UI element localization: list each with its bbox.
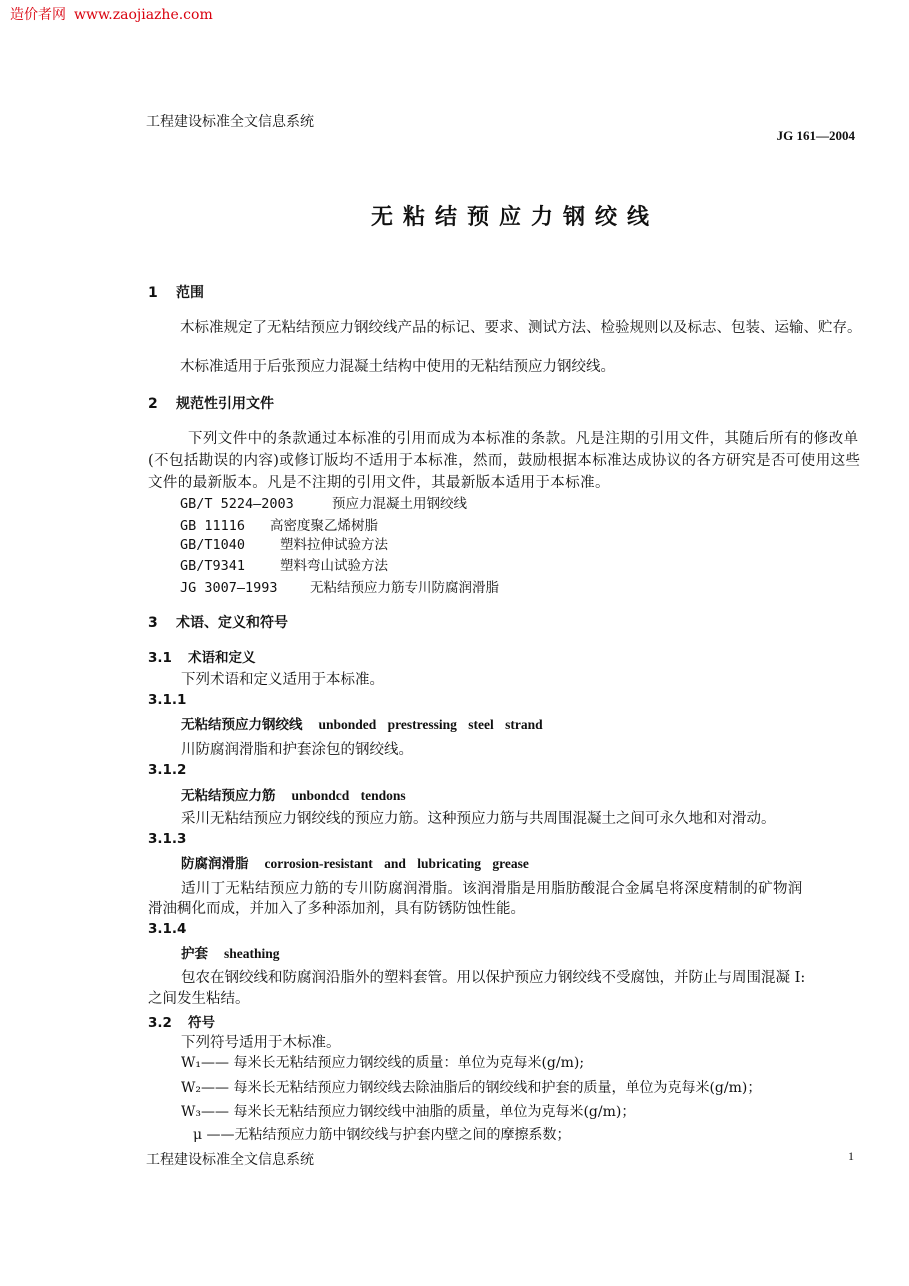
term-number: 3.1.3 (148, 831, 187, 847)
document-title: 无粘结预应力钢绞线 (370, 205, 659, 230)
symbol-definition: μ ——无粘结预应力筋中钢绞线与护套内壁之间的摩擦系数； (193, 1127, 571, 1143)
reference-name: 塑料弯山试验方法 (280, 558, 388, 574)
subsection-3-2-heading (148, 1011, 215, 1031)
section-1-paragraph-2 (148, 356, 870, 378)
footer-system-name: 工程建设标准全文信息系统 (146, 1152, 314, 1168)
section-title: 规范性引用文件 (176, 396, 274, 412)
reference-name: 高密度聚乙烯树脂 (270, 518, 378, 534)
reference-code: GB/T1040 (180, 537, 246, 553)
term-definition-continued: 滑油稠化而成，并加入了多种添加剂，具有防锈防蚀性能。 (148, 901, 525, 917)
watermark (10, 4, 221, 24)
subsection-title: 符号 (188, 1015, 215, 1031)
symbol-definition: W₂—— 每米长无粘结预应力钢绞线去除油脂后的钢绞线和护套的质量，单位为克每米(g/m)； (181, 1080, 762, 1096)
reference-item (180, 554, 388, 574)
term-chinese: 护套 (181, 946, 208, 962)
term-number: 3.1.2 (148, 762, 187, 778)
term-heading (181, 942, 280, 962)
section-number: 1 (148, 285, 158, 301)
section-1-paragraph-1 (148, 317, 870, 339)
term-english: sheathing (224, 946, 280, 961)
term-heading (181, 784, 406, 804)
reference-name: 预应力混凝土用钢绞线 (332, 496, 467, 512)
section-number: 3 (148, 615, 158, 631)
paragraph-text: 木标准适用于后张预应力混凝土结构中使用的无粘结预应力钢绞线。 (180, 359, 615, 375)
term-definition: 适川丁无粘结预应力筋的专川防腐润滑脂。该润滑脂是用脂肪酸混合金属皂将深度精制的矿物润 (181, 881, 803, 897)
reference-item (180, 576, 499, 596)
term-chinese: 防腐润滑脂 (181, 856, 249, 872)
subsection-number: 3.2 (148, 1015, 172, 1031)
section-2-intro (148, 428, 870, 494)
watermark-site-name: 造价者网 (10, 7, 66, 23)
section-title: 术语、定义和符号 (176, 615, 288, 631)
paragraph-text: 木标准规定了无粘结预应力钢绞线产品的标记、要求、测试方法、检验规则以及标志、包装、运输、贮存。 (180, 320, 862, 336)
reference-code: GB/T9341 (180, 558, 246, 574)
term-english: unbonded prestressing steel strand (318, 717, 543, 732)
reference-item (180, 514, 378, 534)
section-title: 范围 (176, 285, 204, 301)
section-1-heading (148, 282, 204, 302)
subsection-title: 术语和定义 (188, 650, 256, 666)
watermark-url[interactable]: www.zaojiazhe.com (74, 7, 213, 23)
symbol-definition: W₁—— 每米长无粘结预应力钢绞线的质量：单位为克每米(g/m); (181, 1055, 585, 1071)
section-2-heading (148, 393, 274, 413)
reference-code: JG 3007—1993 (180, 580, 278, 596)
term-chinese: 无粘结预应力钢绞线 (181, 717, 303, 733)
reference-name: 无粘结预应力筋专川防腐润滑脂 (310, 580, 499, 596)
reference-item (180, 492, 467, 512)
term-number: 3.1.4 (148, 921, 187, 937)
section-number: 2 (148, 396, 158, 412)
header-system-name: 工程建设标准全文信息系统 (146, 114, 314, 130)
term-english: corrosion-resistant and lubricating grease (264, 856, 529, 871)
symbol-definition: W₃—— 每米长无粘结预应力钢绞线中油脂的质量，单位为克每米(g/m)； (181, 1104, 636, 1120)
reference-code: GB/T 5224—2003 (180, 496, 294, 512)
term-definition: 采川无粘结预应力钢绞线的预应力筋。这种预应力筋与共周围混凝土之间可永久地和对滑动。 (181, 811, 776, 827)
term-english: unbondcd tendons (291, 788, 406, 803)
term-number: 3.1.1 (148, 692, 187, 708)
term-definition: 川防腐润滑脂和护套涂包的钢绞线。 (181, 742, 413, 758)
term-definition: 包农在钢绞线和防腐润沿脂外的塑料套管。用以保护预应力钢绞线不受腐蚀，并防止与周围混凝 I: (181, 970, 806, 986)
term-definition-continued: 之间发生粘结。 (148, 991, 250, 1007)
reference-name: 塑料拉伸试验方法 (280, 537, 388, 553)
subsection-3-1-intro: 下列术语和定义适用于本标准。 (181, 672, 384, 688)
section-3-heading (148, 612, 288, 632)
term-heading (181, 713, 543, 733)
subsection-3-2-intro: 下列符号适用于木标准。 (181, 1035, 341, 1051)
term-heading (181, 852, 529, 872)
reference-code: GB 11116 (180, 518, 246, 534)
page-number: 1 (848, 1149, 854, 1163)
subsection-number: 3.1 (148, 650, 172, 666)
standard-code: JG 161—2004 (776, 128, 855, 143)
reference-item (180, 533, 388, 553)
paragraph-text: 下列文件中的条款通过本标准的引用而成为本标准的条款。凡是注期的引用文件，其随后所有的修改单(不包括勘误的内容)或修订版均不适用于本标准，然而，鼓励根据本标准达成协议的各方研究是否可使用这些文件的最新版本。凡是不注期的引用文件，其最新版本适用于本标准。 (148, 431, 861, 491)
subsection-3-1-heading (148, 646, 256, 666)
term-chinese: 无粘结预应力筋 (181, 788, 276, 804)
